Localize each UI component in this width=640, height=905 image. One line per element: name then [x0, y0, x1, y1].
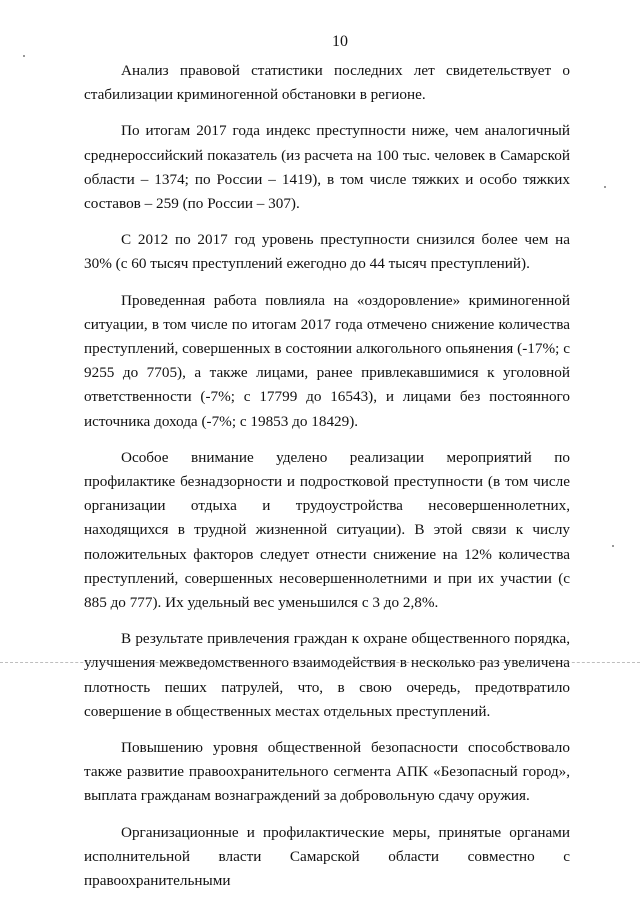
scan-speck — [23, 55, 25, 57]
scan-speck — [612, 545, 614, 547]
paragraph: Повышению уровня общественной безопасности способствовало также развитие правоохранительного сегмента АПК «Безопасный город», выплата гражданам вознаграждений за добровольную сдачу оружия. — [84, 739, 570, 805]
page-number: 10 — [332, 33, 348, 50]
paragraph: Особое внимание уделено реализации мероприятий по профилактике безнадзорности и подростковой преступности (в том числе организации отдыха и трудоустройства несовершеннолетних, находящихся в трудной жизненной ситуации). В этой связи к числу положительных факторов следует отнести снижение на 12% количества преступлений, совершенных несовершеннолетними и при их участии (с 885 до 777). Их удельный вес уменьшился с 3 до 2,8%. — [84, 448, 570, 612]
paragraph: Организационные и профилактические меры, принятые органами исполнительной власти Самарской области совместно с правоохранительными — [84, 823, 570, 890]
paragraph: В результате привлечения граждан к охране общественного порядка, улучшения межведомственного взаимодействия в несколько раз увеличена плотность пеших патрулей, что, в свою очередь, предотвратило совершение в общественных местах отдельных преступлений. — [84, 630, 570, 720]
scan-speck — [604, 186, 606, 188]
scan-artifact-line — [0, 662, 640, 663]
paragraph: Анализ правовой статистики последних лет свидетельствует о стабилизации криминогенной обстановки в регионе. — [84, 62, 570, 104]
paragraph: По итогам 2017 года индекс преступности ниже, чем аналогичный среднероссийский показатель (из расчета на 100 тыс. человек в Самарской области – 1374; по России – 1419), в том числе тяжких и особо тяжких составов – 259 (по России – 307). — [84, 122, 570, 213]
paragraph: С 2012 по 2017 год уровень преступности снизился более чем на 30% (с 60 тысяч преступлений ежегодно до 44 тысяч преступлений). — [84, 231, 570, 273]
paragraph: Проведенная работа повлияла на «оздоровление» криминогенной ситуации, в том числе по итогам 2017 года отмечено снижение количества преступлений, совершенных в состоянии алкогольного опьянения (-17%; с 9255 до 7705), а также лицами, ранее привлекавшимися к уголовной ответственности (-7%; с 17799 до 16543), и лицами без постоянного источника дохода (-7%; с 19853 до 18429). — [84, 291, 570, 430]
document-body — [84, 59, 570, 893]
